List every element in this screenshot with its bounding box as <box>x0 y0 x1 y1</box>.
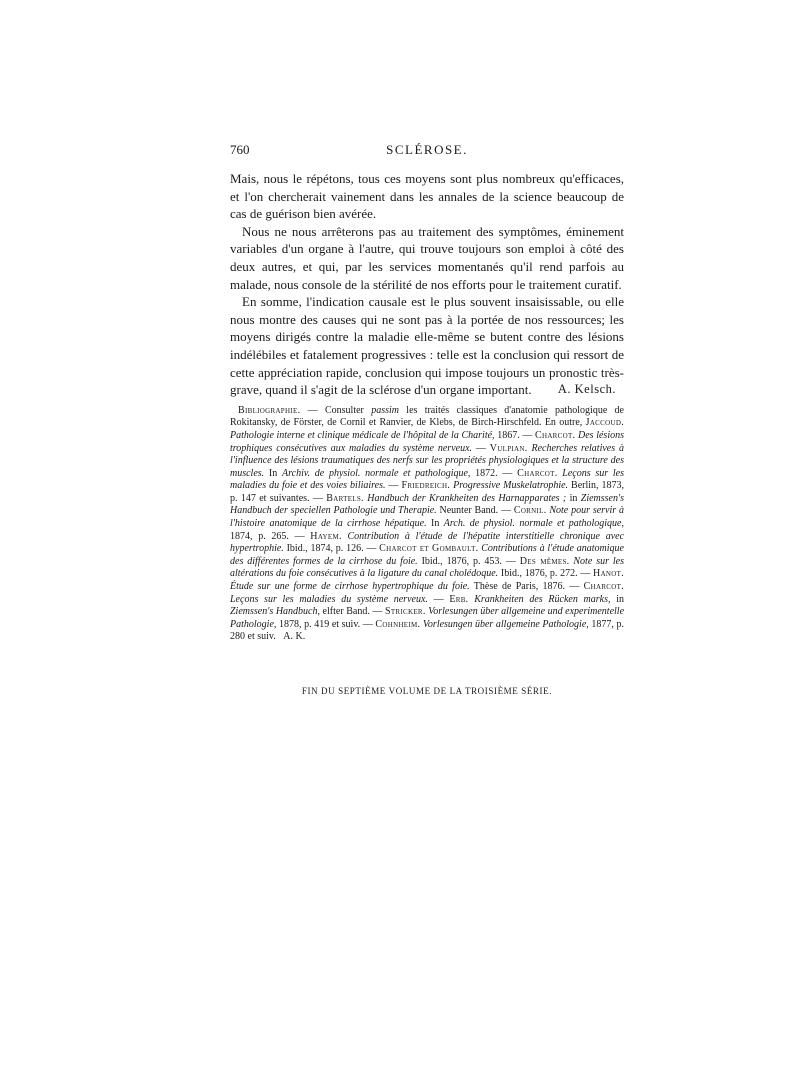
bib-title: Vorlesungen über allgemeine Pathologie <box>422 618 587 630</box>
bib-author: Des mêmes. <box>519 555 570 567</box>
bib-author: Charcot et Gombault. <box>379 543 479 555</box>
bibliography-label: Bibliographie. <box>238 404 301 416</box>
bib-title: Leçons sur les maladies du système nerveux. <box>230 593 428 605</box>
bib-title: Note sur les altérations du foie consécutives à la ligature du canal cholédoque. <box>230 555 624 580</box>
bib-text: Ibid., 1876, p. 453. — <box>417 555 520 567</box>
bib-author: Charcot. <box>583 581 625 593</box>
page-number: 760 <box>230 142 250 157</box>
bib-author: Cohnheim. <box>375 618 421 630</box>
bib-title: Contribution à l'étude de l'hépatite interstitielle chronique avec hypertrophie. <box>230 530 625 555</box>
bib-author: Cornil. <box>513 505 547 517</box>
bib-title: Des lésions trophiques consécutives aux maladies du système nerveux. <box>230 429 624 454</box>
bib-title: Handbuch der Krankheiten des Harnapparates ; <box>367 492 567 504</box>
bib-title: passim <box>371 404 399 416</box>
bib-text: Ibid., 1874, p. 126. — <box>283 543 380 555</box>
bibliography <box>230 405 624 644</box>
bib-author: Hanot. <box>593 568 625 580</box>
bib-author: Stricker. <box>384 606 426 618</box>
bib-title: Leçons sur les maladies du foie et des voies biliaires. <box>230 467 624 492</box>
bib-author: Charcot. <box>535 429 576 441</box>
bib-text: Thèse de Paris, 1876. — <box>469 581 584 593</box>
running-head <box>230 142 624 164</box>
bib-title: Ziemssen's Handbuch <box>230 606 318 618</box>
bib-title: Progressive Muskelatrophie. <box>453 480 569 492</box>
paragraph-2: Nous ne nous arrêterons pas au traitement des symptômes, éminement variables d'un organe à l'autre, qui trouve toujours son emploi à côté des deux autres, et qui, par les services momentanés qu'il rend parfois au malade, nous console de la stérilité de nos efforts pour le traitement curatif. <box>230 223 624 292</box>
bib-text: — <box>472 442 490 454</box>
bib-title: Pathologie interne et clinique médicale de l'hôpital de la Charité <box>230 429 493 441</box>
bib-author: Bartels. <box>326 492 364 504</box>
bib-text: , 1867. — <box>492 429 535 441</box>
bib-author: Hayem. <box>310 530 342 542</box>
bib-title: Vorlesungen über allgemeine und experimentelle Pathologie <box>230 606 625 630</box>
bib-title: Recherches relatives à l'influence des lésions traumatiques des nerfs sur les propriétés physiologiques et la structure des muscles. <box>230 442 625 479</box>
bib-title: Étude sur une forme de cirrhose hypertrophique du foie. <box>230 581 470 593</box>
bib-title: Arch. de physiol. normale et pathologique <box>443 518 622 530</box>
bib-author: Vulpian. <box>489 442 528 454</box>
bib-text: les traités classiques d'anatomie pathologique de Rokitansky, de Förster, de Cornil et Ranvier, de Klebs, de Birch-Hirschfeld. En outre, <box>230 404 624 429</box>
volume-colophon: FIN DU SEPTIÈME VOLUME DE LA TROISIÈME SÉRIE. <box>301 686 553 696</box>
bib-author: Jaccoud. <box>585 417 624 429</box>
bib-text: — <box>385 480 402 492</box>
bib-text: in <box>566 492 581 504</box>
bibliography-signature: A. K. <box>283 631 306 643</box>
bib-author: Erb. <box>449 593 469 605</box>
bib-text: In <box>264 467 282 479</box>
book-page <box>230 142 624 644</box>
paragraph-3: En somme, l'indication causale est le plus souvent insaisissable, ou elle nous montre des causes qui ne sont pas à la portée de nos ressources; les moyens dirigés contre la maladie elle-même se butent contre des lésions indélébiles et fatalement progressives : telle est la conclusion qui ressort de cette appréciation rapide, conclusion qui impose toujours un pronostic très-grave, quand il s'agit de la sclérose d'un organe important. <box>230 294 624 398</box>
body-text <box>230 170 624 399</box>
bib-text: — Consulter <box>300 404 372 416</box>
bib-text: , 1878, p. 419 et suiv. — <box>273 618 376 630</box>
bib-text: Berlin, 1873, p. 147 et suivantes. — <box>230 480 625 504</box>
bib-author: Charcot. <box>517 467 558 479</box>
bib-text: , 1874, p. 265. — <box>230 518 624 542</box>
bib-text: Ibid., 1876, p. 272. — <box>498 568 594 580</box>
bib-author: Friedreich. <box>401 480 451 492</box>
bib-text: , 1872. — <box>467 467 518 479</box>
paragraph-1: Mais, nous le répétons, tous ces moyens sont plus nombreux qu'efficaces, et l'on chercherait vainement dans les annales de la science beaucoup de cas de guérison bien avérée. <box>230 171 624 222</box>
bib-text: , 1877, p. 280 et suiv. <box>230 618 624 643</box>
bib-title: Krankheiten des Rücken marks, <box>474 593 611 605</box>
bib-text: — <box>427 593 450 605</box>
bib-text: Neunter Band. — <box>436 505 514 517</box>
running-title: SCLÉROSE. <box>386 142 468 157</box>
bib-title: Ziemssen's Handbuch der speciellen Pathologie und Therapie. <box>230 492 625 517</box>
bib-title: Note pour servir à l'histoire anatomique de la cirrhose hépatique. <box>230 505 624 530</box>
bib-text: in <box>610 593 624 605</box>
bib-title: Contributions à l'étude anatomique des différentes formes de la cirrhose du foie. <box>230 543 624 567</box>
bib-text: , elfter Band. — <box>317 606 385 618</box>
author-signature: A. Kelsch. <box>557 381 616 396</box>
bib-text: In <box>426 518 444 530</box>
bib-title: Archiv. de physiol. normale et pathologique <box>282 467 468 479</box>
